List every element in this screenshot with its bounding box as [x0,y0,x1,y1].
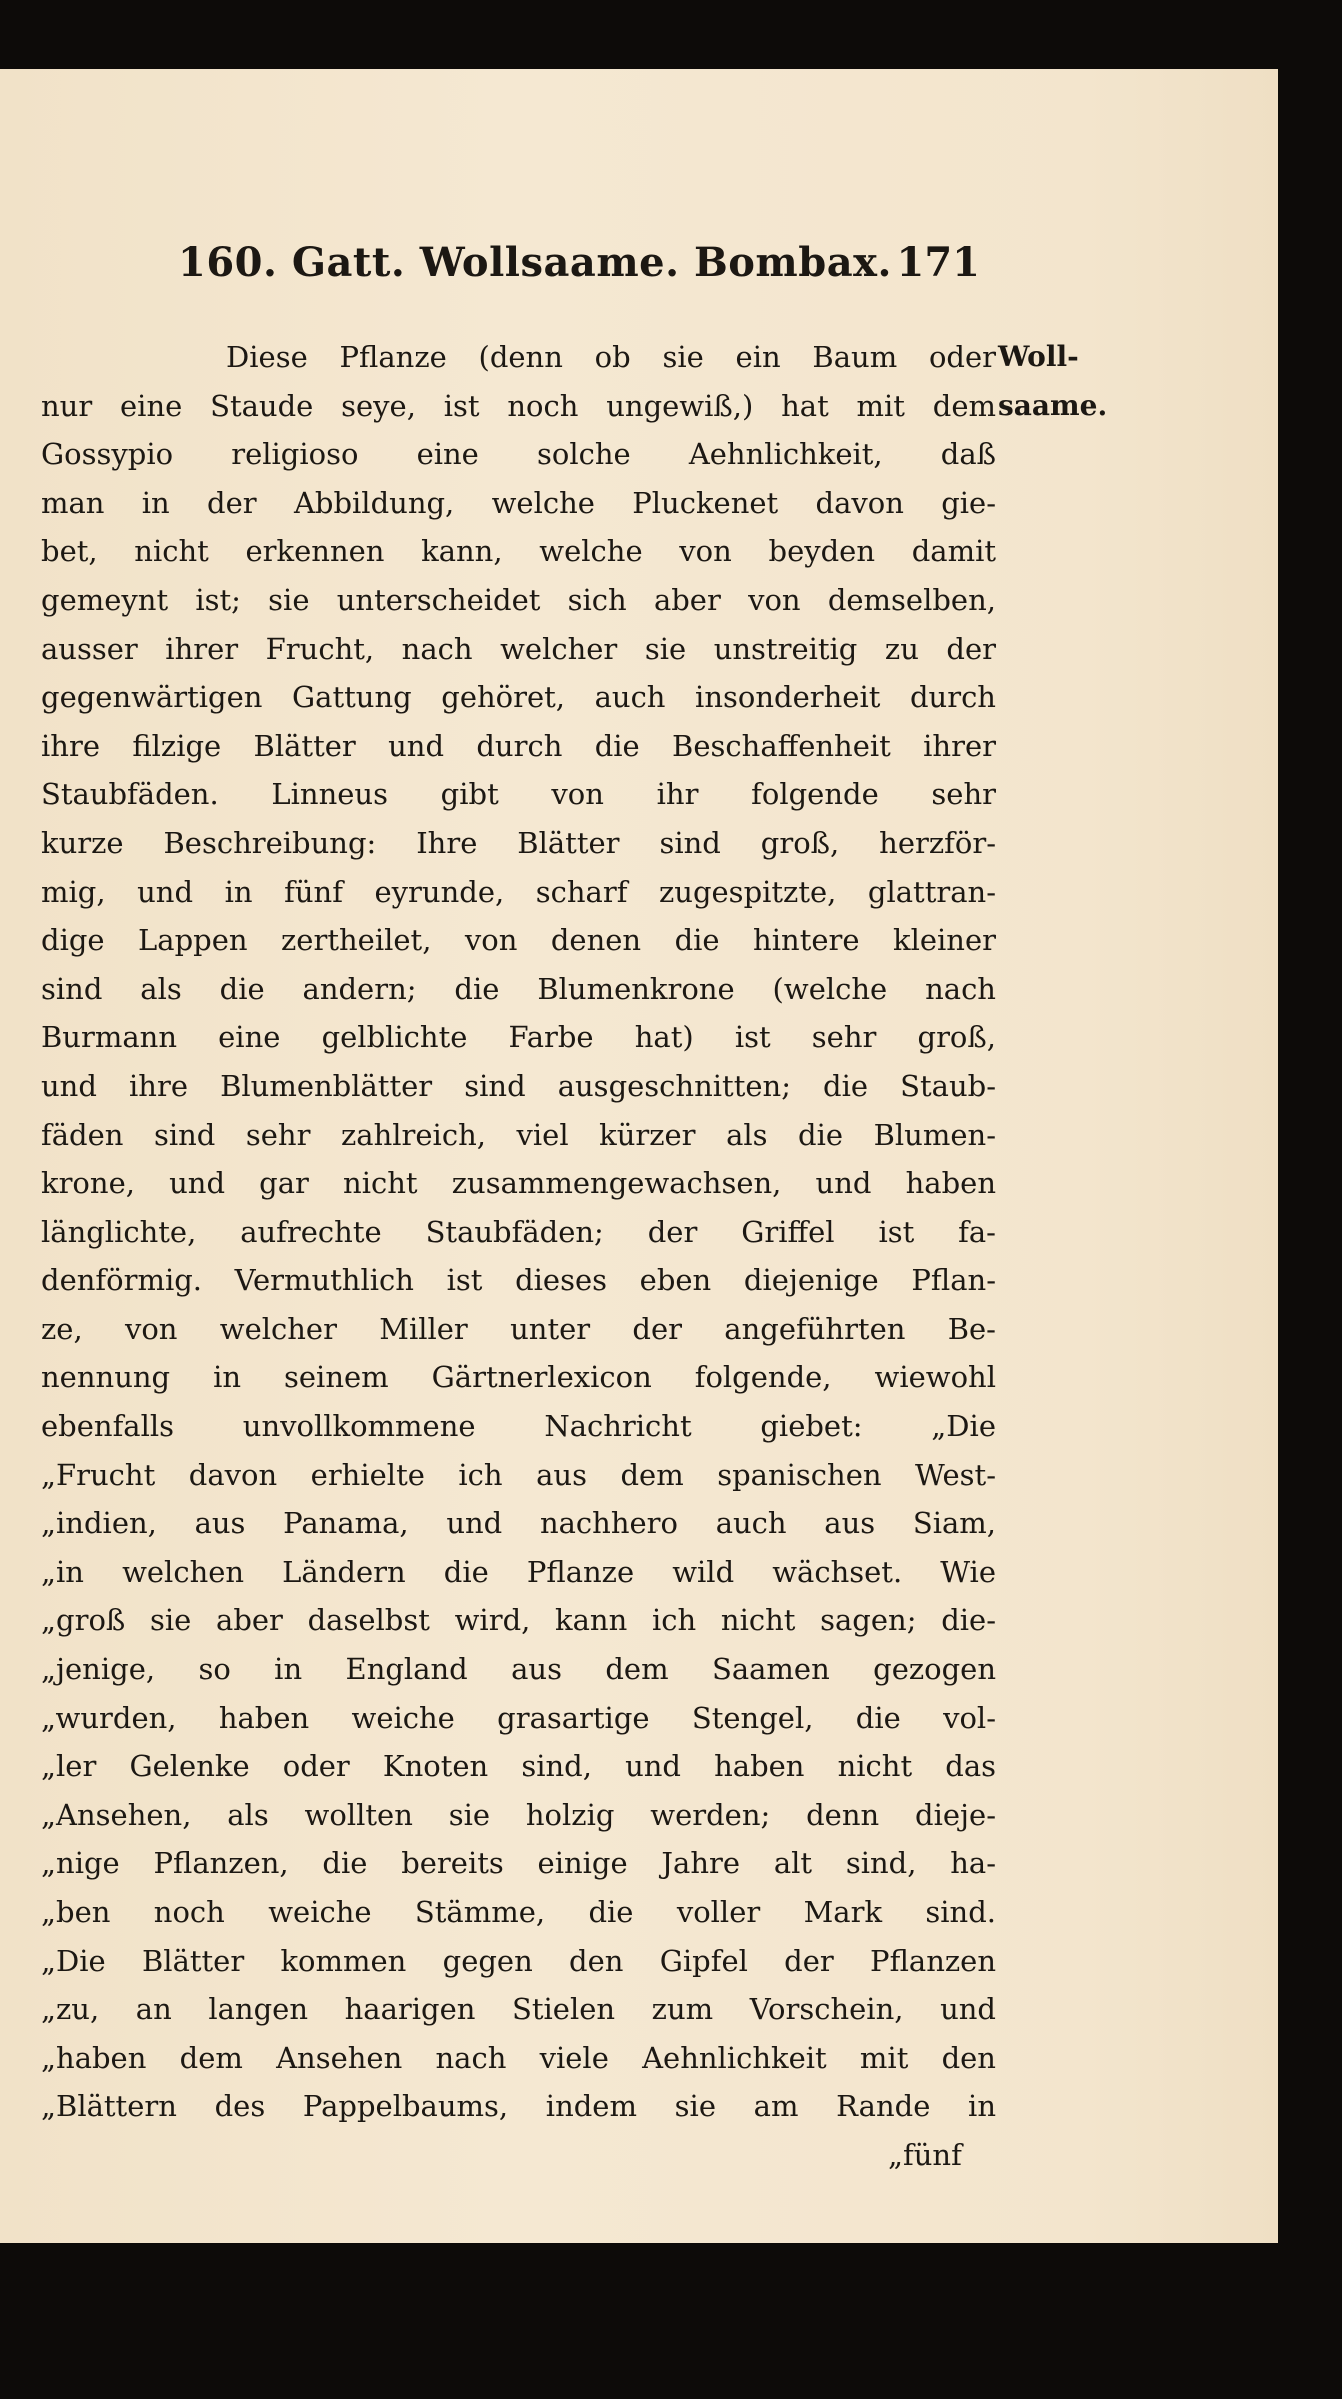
text-line: sind als die andern; die Blumenkrone (welche nach [41,971,996,1006]
text-line: fäden sind sehr zahlreich, viel kürzer als die Blumen- [41,1117,996,1152]
text-line: und ihre Blumenblätter sind ausgeschnitten; die Staub- [41,1068,996,1103]
text-line: „ben noch weiche Stämme, die voller Mark sind. [41,1895,996,1929]
running-header [178,239,980,299]
text-line: „ler Gelenke oder Knoten sind, und haben nicht das [41,1749,996,1784]
text-line: ebenfalls unvollkommene Nachricht giebet: „Die [41,1409,996,1444]
text-line: ausser ihrer Frucht, nach welcher sie unstreitig zu der [41,631,996,666]
text-line: Diese Pflanze (denn ob sie ein Baum oder [226,340,996,374]
text-line: länglichte, aufrechte Staubfäden; der Griffel ist fa- [41,1214,996,1249]
text-line: Gossypio religioso eine solche Aehnlichkeit, daß [41,437,996,472]
text-line: „haben dem Ansehen nach viele Aehnlichkeit mit den [41,2040,996,2075]
text-line: nennung in seinem Gärtnerlexicon folgende, wiewohl [41,1360,996,1395]
text-line: bet, nicht erkennen kann, welche von beyden damit [41,534,996,569]
text-line: Staubfäden. Linneus gibt von ihr folgende sehr [41,777,996,812]
text-line: kurze Beschreibung: Ihre Blätter sind groß, herzför- [41,825,996,860]
margin-note-line: saame. [998,388,1108,422]
text-line: „jenige, so in England aus dem Saamen gezogen [41,1652,996,1687]
text-line: ihre filzige Blätter und durch die Beschaffenheit ihrer [41,728,996,763]
catchword: „fünf [888,2138,962,2172]
text-line: „Frucht davon erhielte ich aus dem spanischen West- [41,1457,996,1492]
text-line: „indien, aus Panama, und nachhero auch aus Siam, [41,1506,996,1541]
margin-note [998,333,1107,430]
text-line: „in welchen Ländern die Pflanze wild wächset. Wie [41,1554,996,1589]
text-line: gegenwärtigen Gattung gehöret, auch insonderheit durch [41,680,996,715]
text-line: mig, und in fünf eyrunde, scharf zugespitzte, glattran- [41,874,996,909]
section-title: 160. Gatt. Wollsaame. Bombax. [178,239,892,286]
text-line: gemeynt ist; sie unterscheidet sich aber von demselben, [41,582,996,617]
text-line: „Ansehen, als wollten sie holzig werden; denn dieje- [41,1797,996,1832]
text-line: „groß sie aber daselbst wird, kann ich nicht sagen; die- [41,1603,996,1638]
text-line: „zu, an langen haarigen Stielen zum Vorschein, und [41,1992,996,2027]
margin-note-line: Woll- [998,340,1079,373]
text-line: ze, von welcher Miller unter der angeführten Be- [41,1311,996,1346]
text-line: denförmig. Vermuthlich ist dieses eben diejenige Pflan- [41,1263,996,1298]
book-page [0,69,1278,2243]
text-line: „Die Blätter kommen gegen den Gipfel der Pflanzen [41,1943,996,1978]
text-line: Burmann eine gelblichte Farbe hat) ist sehr groß, [41,1020,996,1055]
text-line: „Blättern des Pappelbaums, indem sie am Rande in [41,2089,996,2124]
text-line: krone, und gar nicht zusammengewachsen, und haben [41,1166,996,1201]
text-line: nur eine Staude seye, ist noch ungewiß,) hat mit dem [41,388,996,423]
page-number: 171 [896,239,980,286]
text-line: „wurden, haben weiche grasartige Stengel, die vol- [41,1700,996,1735]
text-line: man in der Abbildung, welche Pluckenet davon gie- [41,485,996,520]
text-line: dige Lappen zertheilet, von denen die hintere kleiner [41,923,996,958]
text-line: „nige Pflanzen, die bereits einige Jahre alt sind, ha- [41,1846,996,1881]
body-text [41,333,996,2131]
